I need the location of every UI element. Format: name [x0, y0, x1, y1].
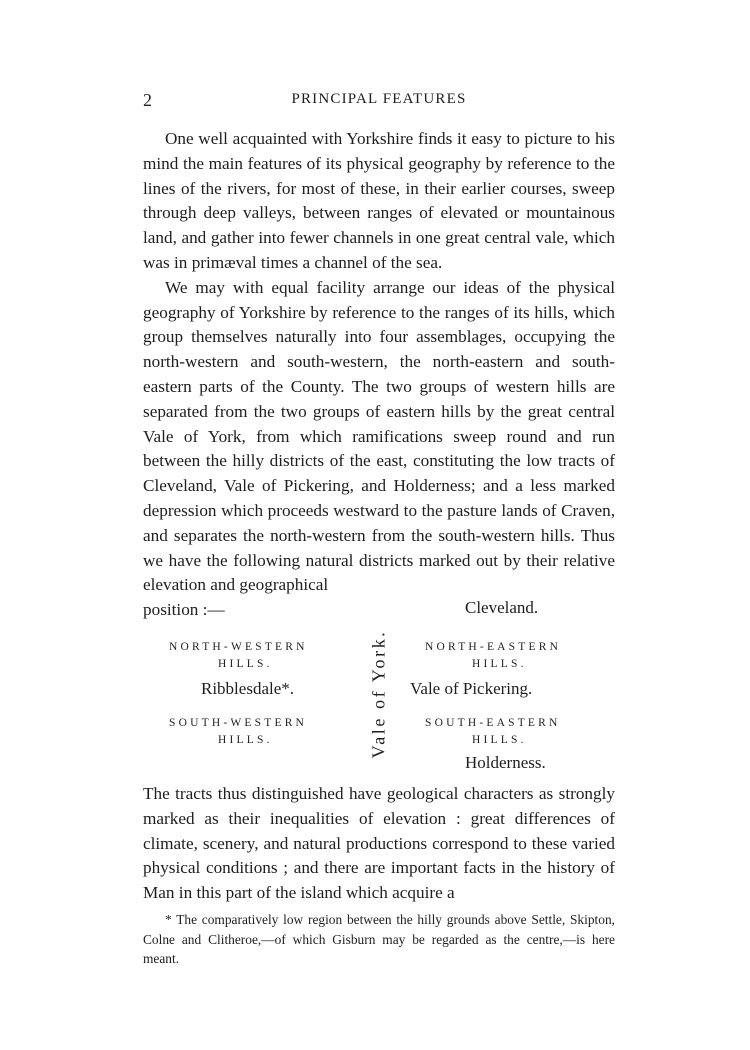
paragraph-1: One well acquainted with Yorkshire finds it easy to picture to his mind the main features of its physical geography by reference to the lines of the rivers, for most of these, in their earlier courses, sweep through deep valleys, between ranges of elevated or mountainous land, and gather into fewer channels in one great central vale, which was in primæval times a channel of the sea. — [143, 129, 615, 272]
body-text — [143, 127, 615, 623]
districts-diagram — [143, 598, 615, 776]
label-north-western: NORTH-WESTERN — [169, 641, 308, 653]
paragraph-3: The tracts thus distinguished have geological characters as strongly marked as their inequalities of elevation : great differences of climate, scenery, and natural productions correspond to these varied physical conditions ; and there are important facts in the history of Man in this part of the island which acquire a — [143, 784, 615, 903]
label-ribblesdale: Ribblesdale*. — [201, 679, 295, 698]
label-vale-of-york: Vale of York. — [368, 629, 389, 759]
label-holderness: Holderness. — [465, 753, 546, 772]
paragraph-2: We may with equal facility arrange our ideas of the physical geography of Yorkshire by reference to the ranges of its hills, which group themselves naturally into four assemblages, occupying the north-western and south-western, the north-eastern and south-eastern parts of the County. The two groups of western hills are separated from the two groups of eastern hills by the great central Vale of York, from which ramifications sweep round and run between the hilly districts of the east, constituting the low tracts of Cleveland, Vale of Pickering, and Holderness; and a less marked depression which proceeds westward to the pasture lands of Craven, and separates the north-western from the south-western hills. Thus we have the following natural districts marked out by their relative elevation and geographical — [143, 277, 615, 595]
label-north-western-hills: HILLS. — [218, 658, 273, 670]
label-north-eastern-hills: HILLS. — [472, 658, 527, 670]
position-line: position :— — [143, 600, 225, 620]
page-number: 2 — [143, 90, 152, 110]
page-header — [143, 90, 615, 112]
label-north-eastern: NORTH-EASTERN — [425, 641, 562, 653]
label-vale-of-pickering: Vale of Pickering. — [410, 679, 533, 698]
label-south-eastern-hills: HILLS. — [472, 734, 527, 746]
footnote-text: * The comparatively low region between the hilly grounds above Settle, Skipton, Colne and Clitheroe,—of which Gisburn may be regarded as the centre,—is here meant. — [143, 912, 615, 966]
continuation-text — [143, 782, 615, 906]
label-south-eastern: SOUTH-EASTERN — [425, 717, 561, 729]
running-head: PRINCIPAL FEATURES — [291, 91, 467, 107]
label-cleveland: Cleveland. — [465, 598, 539, 617]
footnote — [143, 910, 615, 969]
label-south-western: SOUTH-WESTERN — [169, 717, 308, 729]
label-south-western-hills: HILLS. — [218, 734, 273, 746]
